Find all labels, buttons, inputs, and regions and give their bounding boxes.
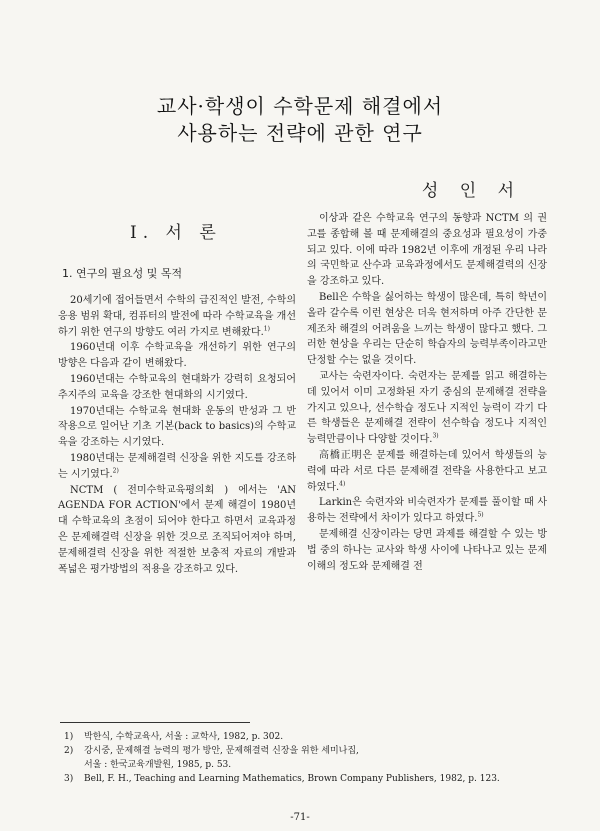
paragraph: 20세기에 접어들면서 수학의 급진적인 발전, 수학의 응용 범위 확대, 컴퓨터의 발전에 따라 수학교육을 개선하기 위한 연구의 방향도 여러 가지로 변해왔다.$^{1)}$ [58,295,296,338]
paragraph: Bell은 수학을 싫어하는 학생이 많은데, 특히 학년이 올라 갈수록 이런 현상은 더욱 현저하며 아주 간단한 문제조차 해결의 어려움을 느끼는 학생이 많다고 했다. 그러한 현상을 우리는 단순히 학습자의 능력부족이라고만 단정할 수는 없을 것이다. [307,291,547,367]
paragraph: 1960년대는 수학교육의 현대화가 강력히 요청되어 추지주의 교육을 강조한 현대화의 시기였다. [58,373,296,401]
footnote: 1) 박한식, 수학교육사, 서울 : 교학사, 1982, p. 302. [64,732,284,742]
footnote: 3) Bell, F. H., Teaching and Learning Mathematics, Brown Company Publishers, 1982, p. 123. [64,774,500,784]
right-column [307,211,547,574]
paragraph: 1960년대 이후 수학교육을 개선하기 위한 연구의 방향은 다음과 같이 변해왔다. [58,342,296,370]
page-number: -71- [290,812,310,823]
paragraph: 1980년대는 문제해결력 신장을 위한 지도를 강조하는 시기였다.$^{2)}$ [58,452,296,480]
paragraph: Larkin은 숙련자와 비숙련자가 문제를 풀이할 때 사용하는 전략에서 차이가 있다고 하였다.$^{5)}$ [307,497,547,525]
paragraph: NCTM ( 전미수학교육평의회 ) 에서는 'AN AGENDA FOR ACTION'에서 문제 해결이 1980년대 수학교육의 초점이 되어야 한다고 하면서 교육과정은 문제해결력 신장을 위한 것으로 조직되어져야 하며, 문제해결력 신장을 위한 적절한 보충적 자료의 개발과 폭넓은 평가방법의 적용을 강조하고 있다. [58,484,296,575]
paper-title-line1: 교사·학생이 수학문제 해결에서 [156,94,444,118]
paragraph: 이상과 같은 수학교육 연구의 동향과 NCTM 의 권고를 종합해 볼 때 문제해결의 중요성과 필요성이 가중되고 있다. 이에 따라 1982년 이후에 개정된 우리 나라의 국민학교 산수과 교육과정에서도 문제해결력의 신장을 강조하고 있다. [307,213,547,288]
left-column [58,293,296,577]
footnote: 2) 강시중, 문제해결 능력의 평가 방안, 문제해결력 신장을 위한 세미나집, 서울 : 한국교육개발원, 1985, p. 53. [64,746,359,770]
paragraph: 문제해결 신장이라는 당면 과제를 해결할 수 있는 방법 중의 하나는 교사와 학생 사이에 나타나고 있는 문제이해의 정도와 문제해결 전 [307,528,547,572]
subsection-heading: 1. 연구의 필요성 및 목적 [62,267,183,280]
section-heading: I. 서 론 [130,223,222,243]
footnote-divider [60,722,250,723]
paragraph: 교사는 숙련자이다. 숙련자는 문제를 읽고 해결하는데 있어서 이미 고정화된 자기 중심의 문제해결 전략을 가지고 있으나, 선수학습 정도나 지적인 능력이 각기 다른 학생들은 문제해결 전략이 선수학습 정도나 지적인 능력만큼이나 다양할 것이다.$^{3)}$ [307,370,547,446]
author-name: 성 인 서 [421,181,522,201]
paragraph: 高橋正明은 문제를 해결하는데 있어서 학생들의 능력에 따라 서로 다른 문제해결 전략을 사용한다고 보고하였다.$^{4)}$ [307,449,547,493]
paper-title-line2: 사용하는 전략에 관한 연구 [177,121,423,145]
paragraph: 1970년대는 수학교육 현대화 운동의 반성과 그 반작용으로 일어난 기초 기본(back to basics)의 수학교육을 강조하는 시기였다. [58,405,296,449]
